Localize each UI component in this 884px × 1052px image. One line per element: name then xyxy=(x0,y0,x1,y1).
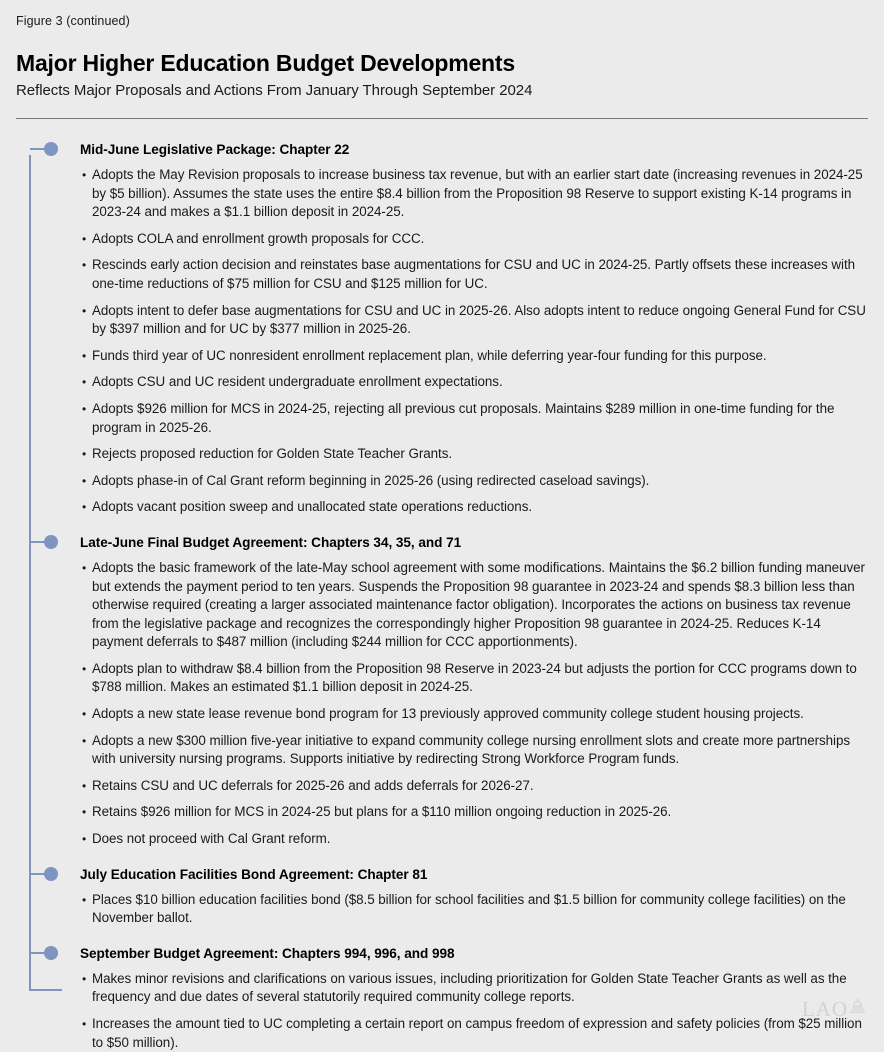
bullet-item: • Adopts CSU and UC resident undergraduate enrollment expectations. xyxy=(0,373,884,392)
timeline-section xyxy=(0,866,884,928)
bullet-item: • Places $10 billion education facilities bond ($8.5 billion for school facilities and $1.5 billion for community college facilities) on the November ballot. xyxy=(0,891,884,928)
bullet-item: • Adopts the basic framework of the late-May school agreement with some modifications. Maintains the $6.2 billion funding maneuver but extends the payment period to ten years. Suspends the Proposition 98 guarantee in 2023-24 and spends $8.3 billion less than otherwise required (creating a larger associated maintenance factor obligation). Incorporates the actions on business tax revenue from the legislative package and recognizes the correspondingly higher Proposition 98 guarantee in 2024-25. Reduces K-14 payment deferrals to $487 million (including $244 million for CCC apportionments). xyxy=(0,559,884,652)
section-bullet-list xyxy=(0,559,884,849)
bullet-item: • Adopts intent to defer base augmentations for CSU and UC in 2025-26. Also adopts intent to reduce ongoing General Fund for CSU by $397 million and for UC by $377 million in 2025-26. xyxy=(0,302,884,339)
bullet-item: • Adopts phase-in of Cal Grant reform beginning in 2025-26 (using redirected caseload savings). xyxy=(0,472,884,491)
figure-label: Figure 3 (continued) xyxy=(16,14,130,28)
page-title: Major Higher Education Budget Developments xyxy=(16,50,515,76)
page-subtitle: Reflects Major Proposals and Actions From January Through September 2024 xyxy=(16,82,533,99)
timeline-section xyxy=(0,945,884,1052)
bullet-item: • Funds third year of UC nonresident enrollment replacement plan, while deferring year-four funding for this purpose. xyxy=(0,347,884,366)
section-bullet-list xyxy=(0,166,884,517)
bullet-item: • Adopts COLA and enrollment growth proposals for CCC. xyxy=(0,230,884,249)
timeline-node-dot xyxy=(44,142,58,156)
bullet-item: • Does not proceed with Cal Grant reform. xyxy=(0,830,884,849)
capitol-dome-icon xyxy=(849,997,866,1019)
timeline-sections xyxy=(0,141,884,1052)
bullet-item: • Retains CSU and UC deferrals for 2025-26 and adds deferrals for 2026-27. xyxy=(0,777,884,796)
timeline-section xyxy=(0,141,884,517)
timeline-section xyxy=(0,534,884,849)
bullet-item: • Makes minor revisions and clarifications on various issues, including prioritization for Golden State Teacher Grants as well as the frequency and due dates of several statutorily required community college reports. xyxy=(0,970,884,1007)
bullet-item: • Adopts vacant position sweep and unallocated state operations reductions. xyxy=(0,498,884,517)
timeline-node-dot xyxy=(44,946,58,960)
bullet-item: • Rejects proposed reduction for Golden State Teacher Grants. xyxy=(0,445,884,464)
timeline-node-dot xyxy=(44,867,58,881)
bullet-item: • Adopts a new $300 million five-year initiative to expand community college nursing enrollment slots and create more partnerships with university nursing programs. Supports initiative by redirecting Strong Workforce Program funds. xyxy=(0,732,884,769)
section-heading: September Budget Agreement: Chapters 994, 996, and 998 xyxy=(0,945,884,962)
bullet-item: • Retains $926 million for MCS in 2024-25 but plans for a $110 million ongoing reduction in 2025-26. xyxy=(0,803,884,822)
section-heading: Mid-June Legislative Package: Chapter 22 xyxy=(0,141,884,158)
section-heading: Late-June Final Budget Agreement: Chapters 34, 35, and 71 xyxy=(0,534,884,551)
bullet-item: • Rescinds early action decision and reinstates base augmentations for CSU and UC in 2024-25. Partly offsets these increases with one-time reductions of $75 million for CSU and $125 million for UC. xyxy=(0,256,884,293)
header-divider xyxy=(16,118,868,119)
lao-logo xyxy=(802,997,866,1020)
timeline-node-dot xyxy=(44,535,58,549)
bullet-item: • Adopts the May Revision proposals to increase business tax revenue, but with an earlier start date (increasing revenues in 2024-25 by $5 billion). Assumes the state uses the entire $8.4 billion from the Proposition 98 Reserve to support existing K-14 programs in 2023-24 and makes a $1.1 billion deposit in 2024-25. xyxy=(0,166,884,222)
section-bullet-list xyxy=(0,970,884,1052)
bullet-item: • Adopts a new state lease revenue bond program for 13 previously approved community college student housing projects. xyxy=(0,705,884,724)
section-heading: July Education Facilities Bond Agreement: Chapter 81 xyxy=(0,866,884,883)
section-bullet-list xyxy=(0,891,884,928)
lao-logo-text: LAO xyxy=(801,997,848,1021)
bullet-item: • Increases the amount tied to UC completing a certain report on campus freedom of expression and safety policies (from $25 million to $50 million). xyxy=(0,1015,884,1052)
bullet-item: • Adopts plan to withdraw $8.4 billion from the Proposition 98 Reserve in 2023-24 but adjusts the portion for CCC programs down to $788 million. Makes an estimated $1.1 billion deposit in 2024-25. xyxy=(0,660,884,697)
bullet-item: • Adopts $926 million for MCS in 2024-25, rejecting all previous cut proposals. Maintains $289 million in one-time funding for the program in 2025-26. xyxy=(0,400,884,437)
